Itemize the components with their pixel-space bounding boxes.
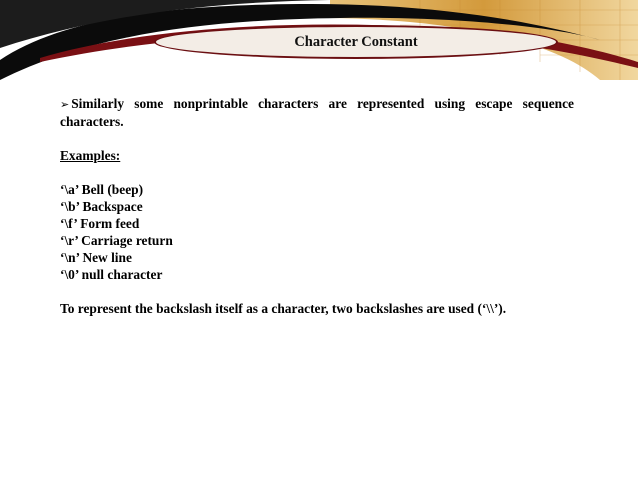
escape-item: ‘\n’ New line (60, 250, 132, 265)
intro-paragraph (60, 95, 574, 130)
slide-title: Character Constant (294, 33, 418, 50)
escape-item: ‘\f’ Form feed (60, 216, 140, 231)
escape-list (60, 181, 574, 283)
backslash-note: To represent the backslash itself as a character, two backslashes are used (‘\\’). (60, 301, 507, 316)
title-oval (154, 25, 558, 59)
slide-content (60, 95, 574, 317)
intro-text: Similarly some nonprintable characters are represented using escape sequence characters. (60, 96, 574, 129)
escape-item: ‘\0’ null character (60, 267, 163, 282)
arrow-bullet-icon: ➢ (60, 98, 70, 111)
examples-heading: Examples: (60, 148, 121, 163)
escape-item: ‘\a’ Bell (beep) (60, 182, 144, 197)
escape-item: ‘\r’ Carriage return (60, 233, 173, 248)
escape-item: ‘\b’ Backspace (60, 199, 143, 214)
